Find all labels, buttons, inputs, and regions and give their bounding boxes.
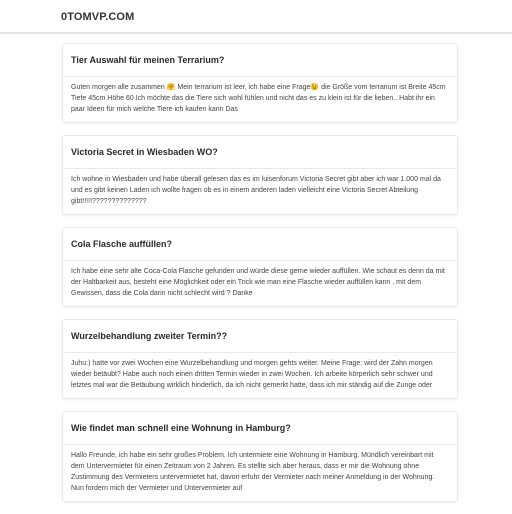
post-card[interactable] [62, 319, 458, 399]
post-body: Ich wohne in Wiesbaden und habe überall gelesen das es im luisenforum Victoria Secret gibt aber ich war 1.000 mal da und es gibt keinen Laden ich wollte fragen ob es in einem anderen laden vielleicht eine Victoria Secret Abteilung gibt!!!!!?????????????? [71, 176, 441, 205]
post-header [63, 320, 457, 353]
post-card[interactable] [62, 227, 458, 307]
post-body: Guten morgen alle zusammen 🤗 Mein terrarium ist leer, ich habe eine Frage😉 die Größe vom terrarium ist Breite 45cm Tiefe 45cm Höhe 60 Ich möchte das die Tiere sich wohl fühlen und nicht das es zu klein ist für die lieben.. Habt ihr ein paar Ideen für mich welche Tiere ich kaufen kann Das [71, 84, 446, 113]
post-body: Juhu:) hatte vor zwei Wochen eine Wurzelbehandlung und morgen gehts weiter. Meine Frage: wird der Zahn morgen wieder betäubt? Habe auch noch einen dritten Termin wieder in zwei Wochen. Ich arbeite körperlich sehr schwer und letztes mal war die Betäubung wirklich hinderlich, da ich nicht gemerkt hatte, dass ich mir ständig auf die Zunge oder [71, 360, 433, 389]
post-header [63, 228, 457, 261]
post-card[interactable] [62, 43, 458, 123]
post-title[interactable]: Wie findet man schnell eine Wohnung in Hamburg? [71, 423, 291, 433]
site-header [0, 0, 512, 34]
post-feed [62, 43, 458, 514]
post-header [63, 412, 457, 445]
site-title[interactable]: 0TOMVP.COM [61, 11, 135, 23]
post-header [63, 44, 457, 77]
post-title[interactable]: Victoria Secret in Wiesbaden WO? [71, 147, 218, 157]
post-title[interactable]: Wurzelbehandlung zweiter Termin?? [71, 331, 228, 341]
post-title[interactable]: Tier Auswahl für meinen Terrarium? [71, 55, 225, 65]
post-title[interactable]: Cola Flasche auffüllen? [71, 239, 173, 249]
post-body: Ich habe eine sehr alte Coca-Cola Flasche gefunden und würde diese gerne wieder auffüllen. Wie schaut es denn da mit der Haltbarkeit aus, besteht eine Möglichkeit oder ein Trick wie man eine Flasche wieder auffüllen kann , mit dem Gewissen, dass die Cola darin nicht schlecht wird ? Danke [71, 268, 445, 297]
post-header [63, 136, 457, 169]
post-body: Hallo Freunde, ich habe ein sehr großes Problem. Ich untermiete eine Wohnung in Hamburg. Mündlich vereinbart mit dem Untervermieter für einen Zeitraum von 2 Jahren. Es stellte sich aber heraus, dass er mir die Wohnung ohne Zustimmung des Vermieters untervermietet hat, davon erfuhr der Vermieter nach meiner Anmeldung in der Wohnung. Nun fordern mich der Vermieter und Untervermieter auf [71, 452, 435, 492]
post-card[interactable] [62, 411, 458, 502]
post-card[interactable] [62, 135, 458, 215]
